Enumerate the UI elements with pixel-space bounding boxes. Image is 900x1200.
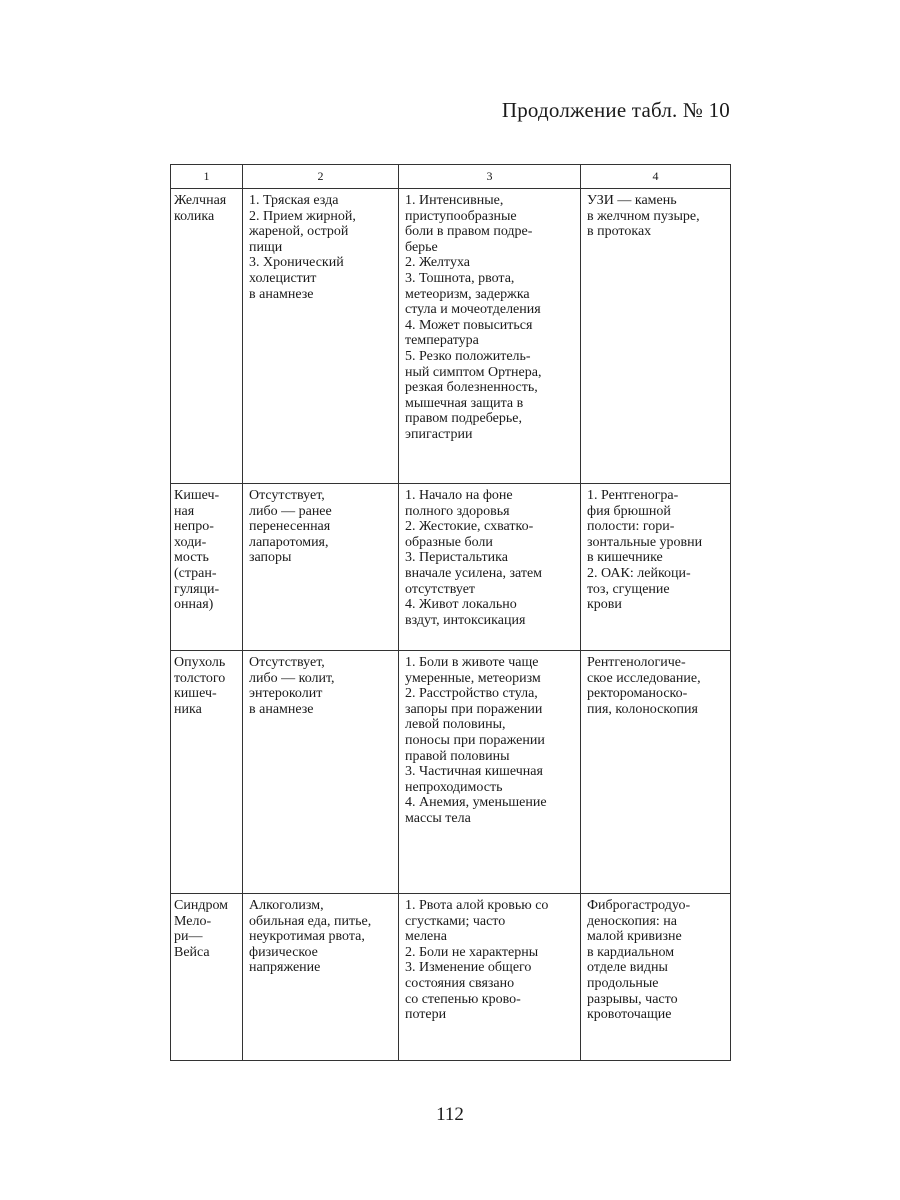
table-continuation-caption: Продолжение табл. № 10: [501, 98, 730, 122]
table-row: [171, 484, 731, 651]
symptoms-cell: 1. Начало на фоне полного здоровья 2. Жестокие, схватко- образные боли 3. Перистальтика вначале усилена, затем отсутствует 4. Живот локально вздут, интоксикация: [399, 484, 581, 651]
symptoms-cell: 1. Интенсивные, приступообразные боли в правом подре- берье 2. Желтуха 3. Тошнота, рвота, метеоризм, задержка стула и мочеотделения 4. Может повыситься температура 5. Резко положитель- ный симптом Ортнера, резкая болезненность, мышечная защита в правом подреберье, эпигастрии: [399, 189, 581, 484]
table-row: [171, 189, 731, 484]
disease-cell: Кишеч- ная непро- ходи- мость (стран- гуляци- онная): [171, 484, 243, 651]
history-cell: Алкоголизм, обильная еда, питье, неукротимая рвота, физическое напряжение: [243, 894, 399, 1061]
column-header: 1: [171, 165, 243, 189]
history-cell: Отсутствует, либо — колит, энтероколит в анамнезе: [243, 651, 399, 894]
column-header: 2: [243, 165, 399, 189]
diagnostics-cell: Рентгенологиче- ское исследование, ректороманоско- пия, колоноскопия: [581, 651, 731, 894]
disease-cell: Опухоль толстого кишеч- ника: [171, 651, 243, 894]
symptoms-cell: 1. Боли в животе чаще умеренные, метеоризм 2. Расстройство стула, запоры при поражении левой половины, поносы при поражении правой половины 3. Частичная кишечная непроходимость 4. Анемия, уменьшение массы тела: [399, 651, 581, 894]
history-cell: Отсутствует, либо — ранее перенесенная лапаротомия, запоры: [243, 484, 399, 651]
table-row: [171, 894, 731, 1061]
diagnostics-cell: УЗИ — камень в желчном пузыре, в протоках: [581, 189, 731, 484]
history-cell: 1. Тряская езда 2. Прием жирной, жареной, острой пищи 3. Хронический холецистит в анамнезе: [243, 189, 399, 484]
column-header: 3: [399, 165, 581, 189]
disease-cell: Синдром Мело- ри— Вейса: [171, 894, 243, 1061]
diagnostics-cell: Фиброгастродуо- деноскопия: на малой кривизне в кардиальном отделе видны продольные разрывы, часто кровоточащие: [581, 894, 731, 1061]
disease-cell: Желчная колика: [171, 189, 243, 484]
table-row: [171, 651, 731, 894]
diagnostics-cell: 1. Рентгеногра- фия брюшной полости: гори- зонтальные уровни в кишечнике 2. ОАК: лейкоци- тоз, сгущение крови: [581, 484, 731, 651]
differential-diagnosis-table: [170, 164, 731, 1061]
page-number: 112: [436, 1104, 464, 1125]
column-header: 4: [581, 165, 731, 189]
column-number-row: [171, 165, 731, 189]
symptoms-cell: 1. Рвота алой кровью со сгустками; часто мелена 2. Боли не характерны 3. Изменение общего состояния связано со степенью крово- потери: [399, 894, 581, 1061]
